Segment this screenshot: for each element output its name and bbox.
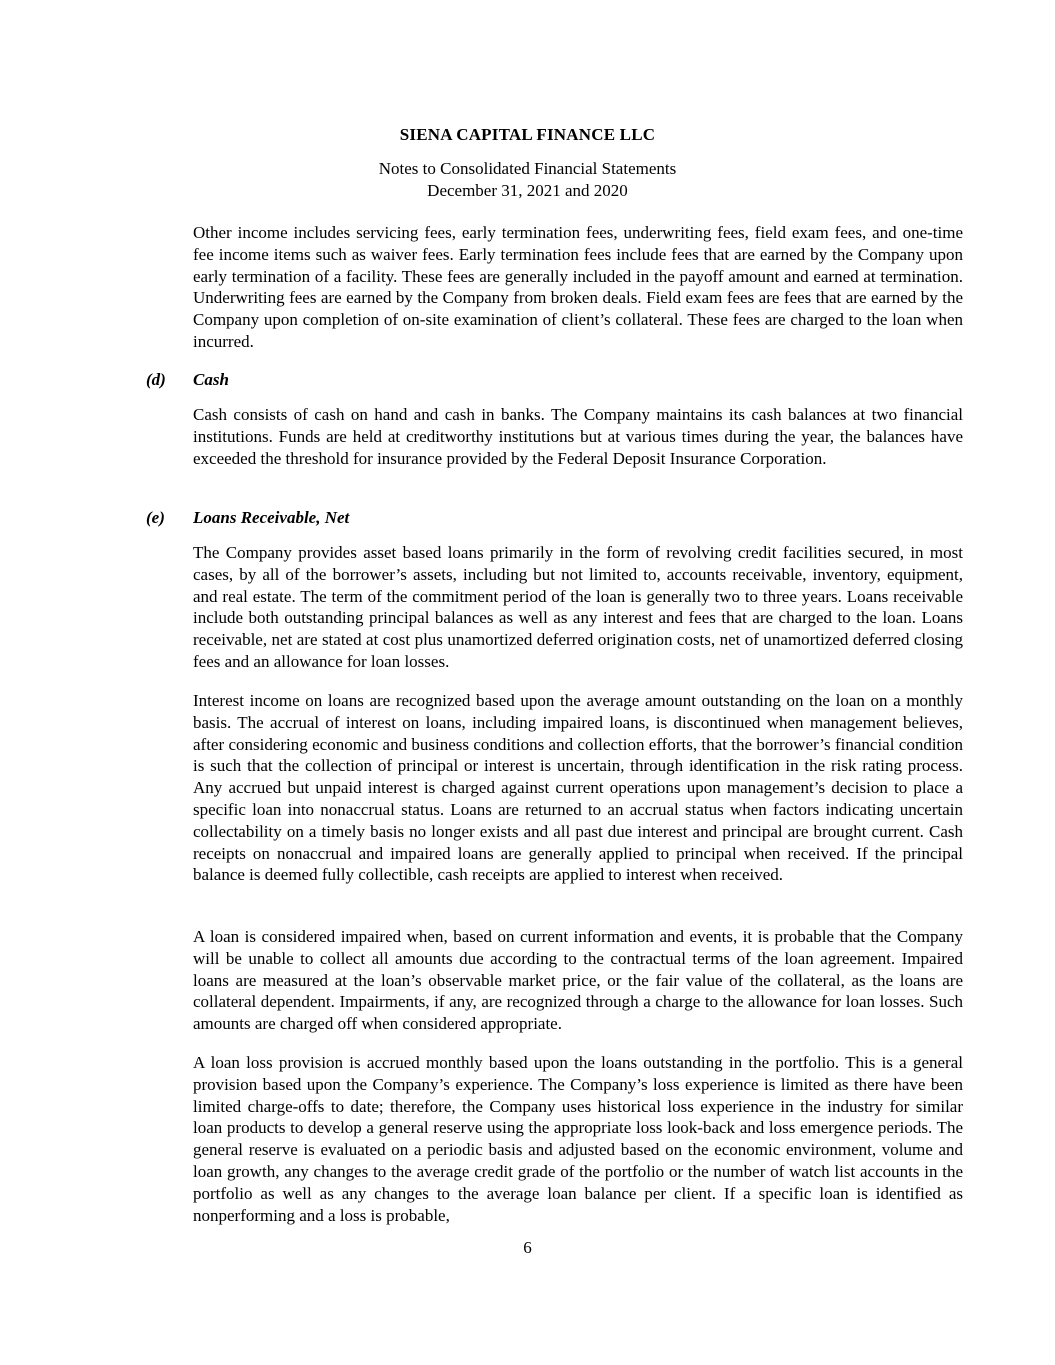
section-title-cash: Cash <box>193 370 229 389</box>
report-period: December 31, 2021 and 2020 <box>427 181 628 200</box>
cash-paragraph: Cash consists of cash on hand and cash in banks. The Company maintains its cash balances at two financial institutions. Funds are held at creditworthy institutions but at various times during the year, the balances have exceeded the threshold for insurance provided by the Federal Deposit Insurance Corporation. <box>193 405 963 468</box>
section-letter-cash: (d) <box>146 370 166 389</box>
loans-paragraph-2: Interest income on loans are recognized based upon the average amount outstanding on the loan on a monthly basis. The accrual of interest on loans, including impaired loans, is discontinued when management believes, after considering economic and business conditions and collection efforts, that the borrower’s financial condition is such that the collection of principal or interest is uncertain, through identification in the risk rating process. Any accrued but unpaid interest is charged against current operations upon management’s decision to place a specific loan into nonaccrual status. Loans are returned to an accrual status when factors indicating uncertain collectability on a timely basis no longer exists and all past due interest and principal are brought current. Cash receipts on nonaccrual and impaired loans are generally applied to principal when received. If the principal balance is deemed fully collectible, cash receipts are applied to interest when received. <box>193 691 963 885</box>
section-letter-loans: (e) <box>146 508 165 527</box>
report-subtitle <box>0 158 1055 202</box>
page-number: 6 <box>523 1238 532 1257</box>
loans-paragraph-4: A loan loss provision is accrued monthly based upon the loans outstanding in the portfolio. This is a general provision based upon the Company’s experience. The Company’s loss experience is limited as there have been limited charge-offs to date; therefore, the Company uses historical loss experience in the industry for similar loan products to develop a general reserve using the appropriate loss look-back and loss emergence periods. The general reserve is evaluated on a periodic basis and adjusted based on the economic environment, volume and loan growth, any changes to the average credit grade of the portfolio or the number of watch list accounts in the portfolio as well as any changes to the average loan balance per client. If a specific loan is identified as nonperforming and a loss is probable, <box>193 1053 963 1225</box>
loans-paragraph-1: The Company provides asset based loans primarily in the form of revolving credit facilities secured, in most cases, by all of the borrower’s assets, including but not limited to, accounts receivable, inventory, equipment, and real estate. The term of the commitment period of the loan is generally two to three years. Loans receivable include both outstanding principal balances as well as any interest and fees that are charged to the loan. Loans receivable, net are stated at cost plus unamortized deferred origination costs, net of unamortized deferred closing fees and an allowance for loan losses. <box>193 543 963 671</box>
company-name: SIENA CAPITAL FINANCE LLC <box>399 125 656 144</box>
section-title-loans: Loans Receivable, Net <box>193 508 350 527</box>
report-title: Notes to Consolidated Financial Statements <box>378 159 677 178</box>
loans-paragraph-3: A loan is considered impaired when, based on current information and events, it is probable that the Company will be unable to collect all amounts due according to the contractual terms of the loan agreement. Impaired loans are measured at the loan’s observable market price, or the fair value of the collateral, as the loans are collateral dependent. Impairments, if any, are recognized through a charge to the allowance for loan losses. Such amounts are charged off when considered appropriate. <box>193 927 963 1034</box>
other-income-paragraph: Other income includes servicing fees, early termination fees, underwriting fees, field exam fees, and one-time fee income items such as waiver fees. Early termination fees include fees that are earned by the Company upon early termination of a facility. These fees are generally included in the payoff amount and earned at termination. Underwriting fees are earned by the Company from broken deals. Field exam fees are fees that are earned by the Company upon completion of on-site examination of client’s collateral. These fees are charged to the loan when incurred. <box>193 223 963 351</box>
